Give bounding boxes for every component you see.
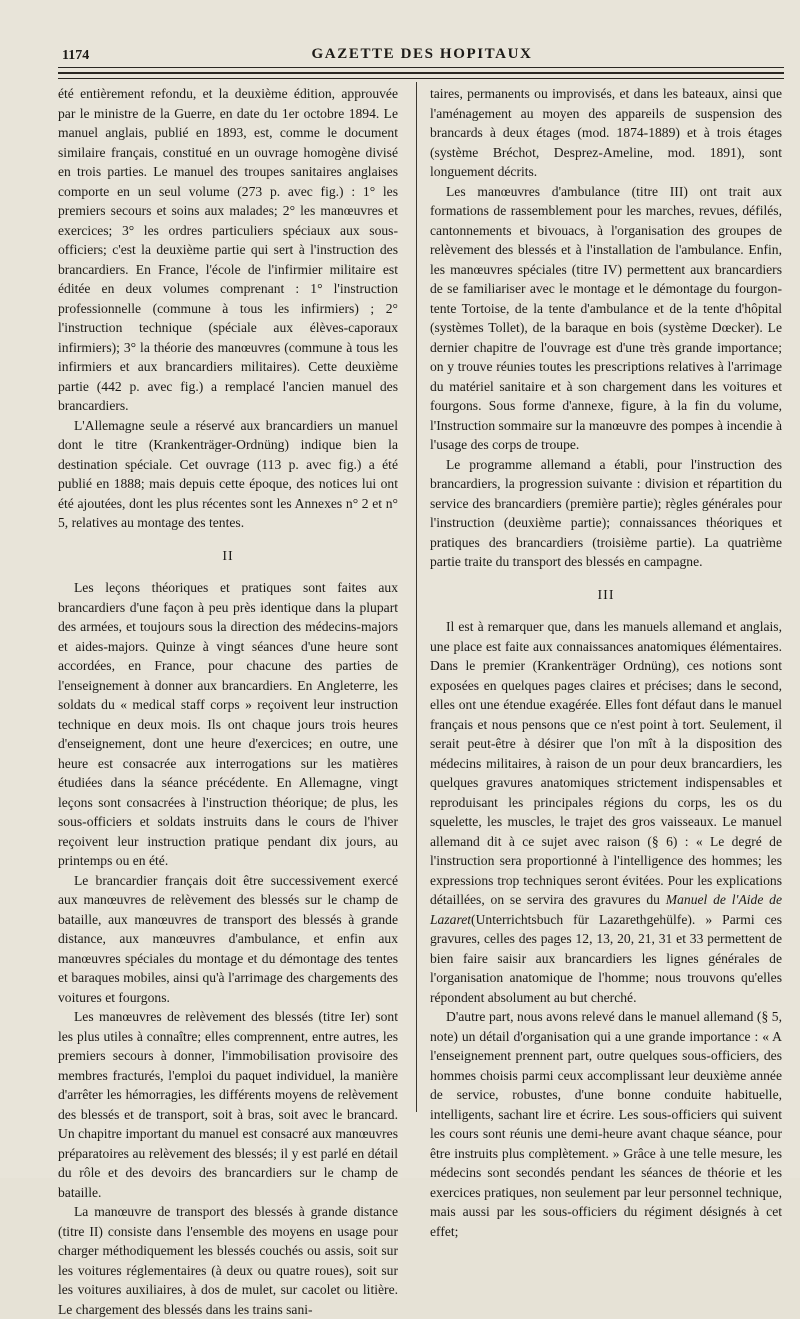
header-rule-thick: [58, 72, 784, 74]
paragraph-text: Il est à remarquer que, dans les manuels allemand et anglais, une place est faite aux connaissances anatomiques élémentaires. Dans le premier (Krankenträger Ordnüng), ces notions sont exposées en quelques pages claires et précises; dans le second, elles ont une étendue exagérée. Elles font défaut dans le manuel français et nous pensons que ce n'est point à tort. Seulement, il serait peut-être à désirer que l'on mît à la disposition des médecins militaires, à raison de un pour deux brancardiers, les quelques gravures anatomiques strictement indispensables et reproduisant les principales régions du corps, les os du squelette, les muscles, le trajet des gros vaisseaux. Le manuel allemand dit à ce sujet avec raison (§ 6) : « Le degré de l'instruction sera proportionné à l'intelligence des hommes; les expressions trop techniques seront évitées. Pour les explications détaillées, on se servira des gravures du: [430, 619, 782, 907]
section-heading: III: [597, 587, 615, 603]
paragraph: Les manœuvres d'ambulance (titre III) ont trait aux formations de rassemblement pour les marches, revues, défilés, cantonnements et bivouacs, à l'organisation des groupes de relèvement des blessés et à l'installation de l'ambulance. Enfin, les manœuvres spéciales (titre IV) permettent aux brancardiers de se familiariser avec le montage et le démontage du fourgon-tente Tortoise, de la tente d'ambulance et de la tente d'hôpital (systèmes Tollet), de la baraque en bois (système Dœcker). Le dernier chapitre de l'ouvrage est d'une très grande importance; on y trouve réunies toutes les prescriptions relatives à l'arrimage du matériel sanitaire et à son chargement dans les voitures et fourgons. Sous forme d'annexe, figure, à la fin du volume, l'Instruction sommaire sur la manœuvre des pompes à incendie à l'usage des corps de troupe.: [430, 183, 782, 452]
paragraph: Le programme allemand a établi, pour l'instruction des brancardiers, la progression suivante : division et répartition du service des brancardiers (première partie); règles générales pour l'instruction (deuxième partie); connaissances théoriques et pratiques des brancardiers (troisième partie). La quatrième partie traite du transport des blessés en campagne.: [430, 456, 782, 569]
paragraph: L'Allemagne seule a réservé aux brancardiers un manuel dont le titre (Krankenträger-Ordnüng) indique bien la destination spéciale. Cet ouvrage (113 p. avec fig.) a été publié en 1888; mais depuis cette époque, des notices lui ont été ajoutées, dont les plus récentes sont les Annexes n° 2 et n° 5, relatives au montage des tentes.: [58, 417, 398, 530]
right-column: [430, 84, 782, 1241]
paragraph: Les leçons théoriques et pratiques sont faites aux brancardiers d'une façon à peu près identique dans la plupart des armées, et toujours sous la direction des médecins-majors et aides-majors. Quinze à vingt séances d'une heure sont accordées, en France, pour chacune des parties de l'enseignement à donner aux brancardiers. En Angleterre, les soldats du « medical staff corps » reçoivent leur instruction technique en deux mois. Ils ont chaque jours trois heures d'enseignement, dont une heure d'exercices; en outre, une heure est consacrée aux interrogations sur les matières étudiées dans la séance précédente. En Allemagne, vingt leçons sont consacrées à l'instruction théorique; de plus, les sous-officiers et soldats instruits dans le cours de l'hiver reçoivent leur instruction pratique pendant dix jours, au printemps ou en été.: [58, 580, 398, 868]
paragraph: [430, 617, 782, 1007]
header-rule-top: [58, 67, 784, 68]
page-number: 1174: [62, 48, 90, 63]
paragraph: été entièrement refondu, et la deuxième édition, approuvée par le ministre de la Guerre, en date du 1er octobre 1894. Le manuel anglais, publié en 1893, est, comme le document similaire français, constitué en un ouvrage homogène divisé en trois parties. Le manuel des troupes sanitaires anglaises comporte en un seul volume (273 p. avec fig.) : 1° les premiers secours et soins aux malades; 2° les manœuvres et exercices; 3° les ordres particuliers spéciaux aux sous-officiers; c'est la deuxième partie qui sert à l'instruction des brancardiers. En France, l'école de l'infirmier militaire est éditée en deux volumes comprenant : 1° l'instruction professionnelle (commune à tous les infirmiers) ; 2° l'instruction technique (spéciale aux élèves-caporaux infirmiers); 3° la théorie des manœuvres (commune à tous les infirmiers et aux brancardiers militaires). Cette deuxième partie (442 p. avec fig.) a remplacé l'ancien manuel des brancardiers.: [58, 86, 398, 413]
header-rule-bottom: [58, 78, 784, 79]
italic-title: Manuel de l'Aide de Lazaret: [430, 892, 782, 927]
paragraph-text: (Unterrichtsbuch für Lazarethgehülfe). » Parmi ces gravures, celles des pages 12, 13, 20, 21, 31 et 33 permettent de bien faire saisir aux brancardiers les lignes générales de l'organisation anatomique de l'homme; nous trouvons qu'elles répondent absolument au but cherché.: [430, 911, 782, 1005]
paragraph: Le brancardier français doit être successivement exercé aux manœuvres de relèvement des blessés sur le champ de bataille, aux manœuvres de transport des blessés à grande distance, aux manœuvres d'ambulance, et enfin aux manœuvres spéciales du montage et du démontage des tentes et baraques mobiles, ainsi qu'à l'arrimage des chargements des voitures et fourgons.: [58, 872, 398, 1005]
paragraph: D'autre part, nous avons relevé dans le manuel allemand (§ 5, note) un détail d'organisation qui a une grande importance : « A l'enseignement prennent part, outre quelques sous-officiers, des hommes choisis parmi ceux accomplissant leur deuxième année de service, robustes, d'une bonne conduite habituelle, intelligents, sachant lire et écrire. Les sous-officiers qui suivent les cours sont réunis une demi-heure avant chaque séance, pour être instruits plus complètement. » Grâce à une telle mesure, les médecins sont secondés pendant les séances de théorie et les exercices pratiques, non seulement par leur personnel technique, mais aussi par les sous-officiers du régiment désignés à cet effet;: [430, 1009, 782, 1239]
column-divider: [416, 82, 417, 1112]
paragraph: Les manœuvres de relèvement des blessés (titre Ier) sont les plus utiles à connaître; elles comprennent, entre autres, les premiers secours à donner, l'immobilisation provisoire des membres fracturés, l'emploi du paquet individuel, la manière d'arrêter les hémorragies, les différents moyens de relèvement des blessés et de transport, soit à bras, soit avec le brancard. Un chapitre important du manuel est consacré aux manœuvres préparatoires au relèvement des blessés; il y est parlé en détail du rôle et des devoirs des brancardiers sur le champ de bataille.: [58, 1009, 398, 1200]
journal-title: GAZETTE DES HOPITAUX: [311, 46, 533, 62]
page-header: [62, 44, 782, 66]
paragraph: La manœuvre de transport des blessés à grande distance (titre II) consiste dans l'ensemble des moyens en usage pour charger méthodiquement les blessés couchés ou assis, soit sur les voitures réglementaires (à deux ou quatre roues), soit sur les voitures auxiliaires, à dos de mulet, sur cacolet ou litière. Le chargement des blessés dans les trains sani-: [58, 1204, 398, 1317]
left-column: [58, 84, 398, 1319]
section-heading: II: [222, 548, 234, 564]
paragraph: taires, permanents ou improvisés, et dans les bateaux, ainsi que l'aménagement au moyen des appareils de suspension des brancards à deux étages (mod. 1874-1889) et à trois étages (système Bréchot, Desprez-Ameline, mod. 1891), sont longuement décrits.: [430, 86, 782, 179]
